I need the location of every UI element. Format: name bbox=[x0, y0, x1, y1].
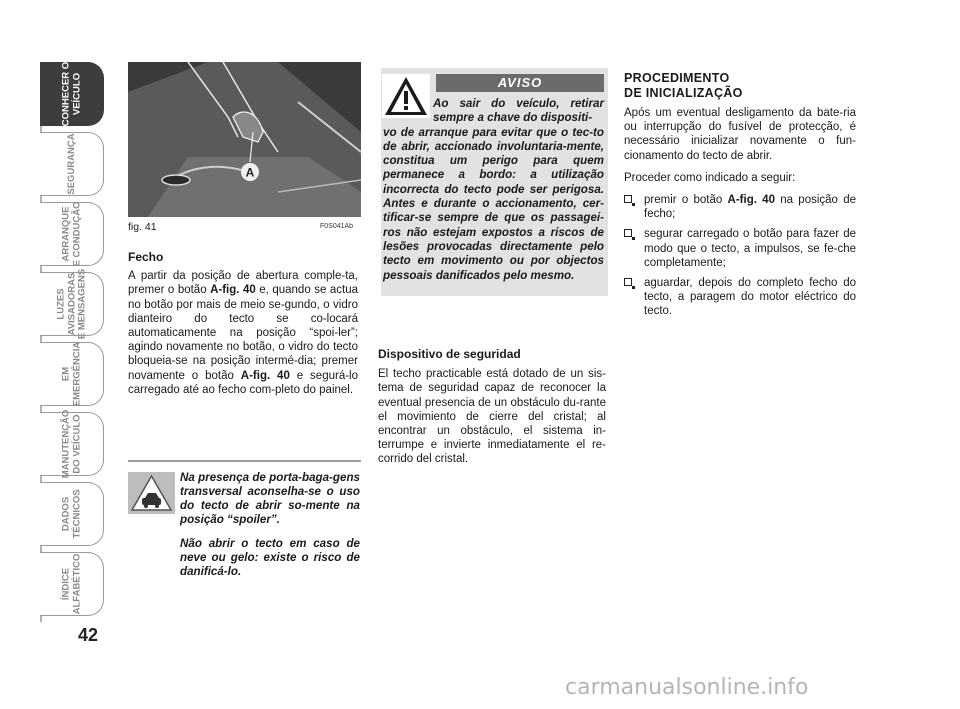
tab-label: MANUTENÇÃO DO VEÍCULO bbox=[60, 409, 82, 479]
watermark: carmanualsonline.info bbox=[565, 675, 809, 700]
car-warning-icon bbox=[128, 472, 175, 514]
tab-label: ÍNDICE ALFABÉTICO bbox=[60, 553, 82, 615]
tab-luzes-avisadoras[interactable] bbox=[40, 268, 104, 340]
list-item bbox=[624, 193, 856, 221]
fecho-text-1: A partir da posição de abertura comple-ta, premer o botão bbox=[128, 270, 358, 297]
tab-label: ARRANQUE E CONDUÇÃO bbox=[60, 201, 82, 267]
list-item bbox=[624, 276, 856, 319]
tab-label: SEGURANÇA bbox=[65, 133, 77, 195]
warning-lead: Ao sair do veículo, retirar sempre a chave do dispositi- bbox=[433, 97, 604, 125]
tab-indice-alfabetico[interactable] bbox=[40, 552, 104, 616]
marker-a: A bbox=[245, 165, 255, 180]
tab-seguranca[interactable] bbox=[40, 132, 104, 196]
procedimento-intro: Após um eventual desligamento da bate-ria ou interrupção do fusível de protecção, é necessário inicializar novamente o fun-cionamento do tecto de abrir. bbox=[624, 107, 856, 162]
dispositivo-heading: Dispositivo de seguridad bbox=[378, 347, 521, 361]
tab-label: DADOS TÉCNICOS bbox=[60, 489, 82, 539]
procedimento-title-line2: DE INICIALIZAÇÃO bbox=[624, 86, 743, 100]
warning-title: AVISO bbox=[436, 74, 604, 92]
tab-arranque-e-conducao[interactable] bbox=[40, 202, 104, 266]
dispositivo-section bbox=[378, 347, 606, 467]
note-divider bbox=[128, 460, 361, 462]
step1-ref: A-fig. 40 bbox=[727, 194, 775, 207]
fecho-text-2: e, quando se actua no botão por mais de meio se-gundo, o vidro dianteiro do tecto se co-locará automaticamente na posição “spoi-ler”; agindo novamente no botão, o vidro do tecto bloqueia-se na posição intermé-dia; premer novamente o botão bbox=[128, 284, 358, 382]
note-paragraph-1: Na presença de porta-baga-gens transversal aconselha-se o uso do tecto de abrir so-mente na posição “spoiler”. bbox=[180, 471, 360, 526]
fecho-heading: Fecho bbox=[128, 250, 164, 264]
checkbox-bullet-icon bbox=[624, 229, 632, 237]
procedimento-title bbox=[624, 71, 856, 101]
figure-caption: fig. 41 bbox=[128, 221, 157, 233]
tab-label: LUZES AVISADORAS E MENSAGENS bbox=[54, 268, 87, 340]
fecho-ref-1: A-fig. 40 bbox=[210, 284, 256, 297]
procedimento-section bbox=[624, 71, 856, 325]
step1-text-b: na posição de fecho; bbox=[644, 194, 856, 221]
fecho-section bbox=[128, 250, 358, 397]
fecho-paragraph bbox=[128, 269, 358, 397]
figure-code: F0S041Ab bbox=[320, 223, 354, 230]
fecho-ref-2: A-fig. 40 bbox=[240, 369, 290, 382]
tab-dados-tecnicos[interactable] bbox=[40, 482, 104, 546]
roof-console-illustration bbox=[128, 62, 361, 217]
dispositivo-paragraph: El techo practicable está dotado de un sis-tema de seguridad capaz de reconocer la eventual presencia de un obstáculo du-rante el movimiento de cierre del cristal; al encontrar un obstáculo, el sistema in-terrumpe e invierte inmediatamente el re-corrido del cristal. bbox=[378, 368, 606, 466]
page-number: 42 bbox=[78, 625, 99, 645]
checkbox-bullet-icon bbox=[624, 278, 632, 286]
tab-label: EM EMERGÊNCIA bbox=[60, 341, 82, 407]
tab-label: CONHECER O VEÍCULO bbox=[60, 61, 82, 127]
fecho-text-3: e segurá-lo carregado até ao fecho com-pleto do painel. bbox=[128, 369, 358, 396]
tab-manutencao[interactable] bbox=[40, 409, 104, 479]
warning-body: vo de arranque para evitar que o tec-to de abrir, accionado involuntaria-mente, constitua um perigo para quem permanece a bordo: a utilização incorrecta do tecto pode ser perigosa. Antes e durante o accionamento, cer-tificar-se sempre de que os passagei-ros não estejam expostos a riscos de lesões provocadas directamente pelo tecto em movimento ou por objectos pessoais danificados pelo mesmo. bbox=[383, 125, 604, 282]
procedimento-title-line1: PROCEDIMENTO bbox=[624, 71, 730, 85]
tab-em-emergencia[interactable] bbox=[40, 342, 104, 406]
list-item bbox=[624, 227, 856, 270]
checkbox-bullet-icon bbox=[624, 195, 632, 203]
step1-text-a: premir o botão bbox=[644, 194, 728, 207]
procedimento-lead: Proceder como indicado a seguir: bbox=[624, 171, 796, 184]
step3-text: aguardar, depois do completo fecho do tecto, a paragem do motor eléctrico do tecto. bbox=[644, 277, 856, 318]
warning-text bbox=[383, 97, 604, 283]
note-paragraph-2: Não abrir o tecto em caso de neve ou gelo: existe o risco de danificá-lo. bbox=[180, 537, 360, 578]
figure-41-image bbox=[128, 62, 361, 217]
step2-text: segurar carregado o botão para fazer de modo que o tecto, a impulsos, se fe-che completamente; bbox=[644, 228, 856, 269]
tab-conhecer-o-veiculo[interactable] bbox=[40, 62, 104, 126]
